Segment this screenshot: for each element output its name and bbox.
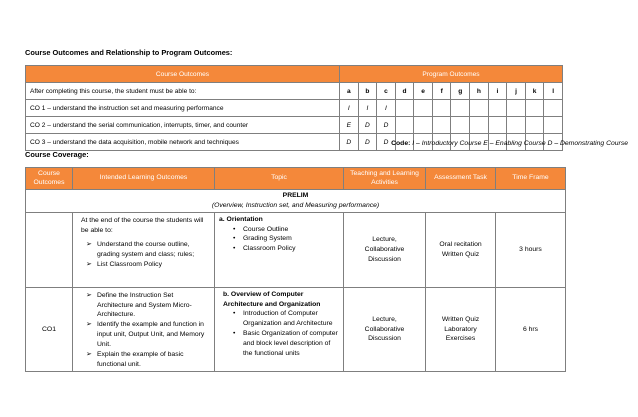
coverage-table [25, 167, 566, 372]
course-outcomes-col-header: Course Outcomes [26, 168, 73, 190]
program-outcome-letter: l [544, 83, 563, 100]
outcome-code-cell [507, 117, 526, 134]
outcome-code-cell: D [358, 117, 377, 134]
outcome-code-cell [395, 117, 414, 134]
outcome-label: CO 1 – understand the instruction set and measuring performance [26, 100, 340, 117]
ilo-col-header: Intended Learning Outcomes [73, 168, 215, 190]
assessment-cell: Written Quiz Laboratory Exercises [426, 287, 496, 372]
outcome-label: CO 2 – understand the serial communication, interrupts, timer, and counter [26, 117, 340, 134]
outcome-code-cell: D [358, 134, 377, 151]
co-cell: CO1 [26, 287, 73, 372]
list-item: • Grading System [243, 234, 339, 244]
outcome-code-cell [488, 100, 507, 117]
ilo-list [81, 291, 210, 370]
outcome-code-cell [507, 100, 526, 117]
prelim-subtitle: (Overview, Instruction set, and Measuring performance) [211, 201, 380, 209]
topic-col-header: Topic [215, 168, 344, 190]
list-item: ➢ Define the Instruction Set Architecture and System Micro-Architecture. [97, 291, 210, 321]
list-item: • Basic Organization of computer and block level description of the functional units [243, 329, 339, 359]
outcome-code-cell: D [377, 117, 396, 134]
topic-heading: a. Orientation [219, 215, 263, 223]
outcomes-section-title: Course Outcomes and Relationship to Program Outcomes: [25, 48, 233, 57]
outcome-code-cell [544, 117, 563, 134]
prelim-title: PRELIM [282, 192, 309, 199]
outcome-code-cell [414, 100, 433, 117]
outcome-code-cell: I [358, 100, 377, 117]
program-outcome-letter: i [488, 83, 507, 100]
outcome-code-cell [432, 100, 451, 117]
program-outcome-letter: e [414, 83, 433, 100]
outcome-code-cell [470, 117, 489, 134]
tla-cell: Lecture, Collaborative Discussion [344, 212, 426, 287]
coverage-row [26, 212, 566, 287]
topic-cell [215, 212, 344, 287]
coverage-row [26, 287, 566, 372]
list-item: ➢ List Classroom Policy [97, 260, 210, 270]
outcomes-intro-text: After completing this course, the student must be able to: [26, 83, 340, 100]
program-outcome-letter: a [340, 83, 359, 100]
program-outcome-letter: g [451, 83, 470, 100]
ilo-cell [73, 287, 215, 372]
program-outcome-letter: b [358, 83, 377, 100]
outcome-code-cell [451, 117, 470, 134]
outcome-code-cell [488, 117, 507, 134]
ilo-list [81, 240, 210, 270]
ilo-intro: At the end of the course the students will be able to: [81, 216, 204, 234]
program-outcome-letter: k [525, 83, 544, 100]
ilo-cell [73, 212, 215, 287]
outcome-code-cell [544, 100, 563, 117]
program-outcome-letter: d [395, 83, 414, 100]
outcome-code-cell [525, 117, 544, 134]
outcome-code-cell: I [340, 100, 359, 117]
outcome-code-cell: D [340, 134, 359, 151]
letters-row [26, 83, 563, 100]
course-outcomes-header: Course Outcomes [26, 66, 340, 83]
outcome-code-cell: I [377, 100, 396, 117]
program-outcome-letter: c [377, 83, 396, 100]
coverage-section-title: Course Coverage: [25, 150, 89, 159]
assessment-col-header: Assessment Task [426, 168, 496, 190]
program-outcomes-header: Program Outcomes [340, 66, 563, 83]
program-outcome-letter: j [507, 83, 526, 100]
prelim-row [26, 190, 566, 213]
outcome-code-cell [451, 100, 470, 117]
outcome-code-cell [470, 100, 489, 117]
list-item: ➢ Explain the example of basic functional unit. [97, 350, 210, 370]
program-outcome-letter: h [470, 83, 489, 100]
tla-col-header: Teaching and Learning Activities [344, 168, 426, 190]
list-item: • Classroom Policy [243, 244, 339, 254]
code-legend [391, 140, 628, 147]
outcome-code-cell: D [377, 134, 396, 151]
co-cell [26, 212, 73, 287]
code-legend-label: Code: [391, 140, 411, 147]
outcome-row [26, 100, 563, 117]
topic-cell [215, 287, 344, 372]
outcome-code-cell [525, 100, 544, 117]
list-item: ➢ Identify the example and function in input unit, Output Unit, and Memory Unit. [97, 320, 210, 350]
outcomes-table [25, 65, 563, 151]
outcome-label: CO 3 – understand the data acquisition, mobile network and techniques [26, 134, 340, 151]
time-col-header: Time Frame [496, 168, 566, 190]
outcome-row [26, 117, 563, 134]
outcome-code-cell [414, 117, 433, 134]
time-cell: 6 hrs [496, 287, 566, 372]
time-cell: 3 hours [496, 212, 566, 287]
outcome-code-cell: E [340, 117, 359, 134]
tla-cell: Lecture, Collaborative Discussion [344, 287, 426, 372]
assessment-cell: Oral recitation Written Quiz [426, 212, 496, 287]
outcome-code-cell [432, 117, 451, 134]
program-outcome-letter: f [432, 83, 451, 100]
topic-list [219, 309, 339, 358]
outcome-code-cell [395, 100, 414, 117]
list-item: • Introduction of Computer Organization and Architecture [243, 309, 339, 329]
list-item: • Course Outline [243, 225, 339, 235]
topic-list [219, 225, 339, 255]
topic-heading: b. Overview of Computer Architecture and Organization [223, 290, 321, 308]
code-legend-text: I – Introductory Course E – Enabling Course D – Demonstrating Course [410, 140, 628, 147]
list-item: ➢ Understand the course outline, grading system and class; rules; [97, 240, 210, 260]
